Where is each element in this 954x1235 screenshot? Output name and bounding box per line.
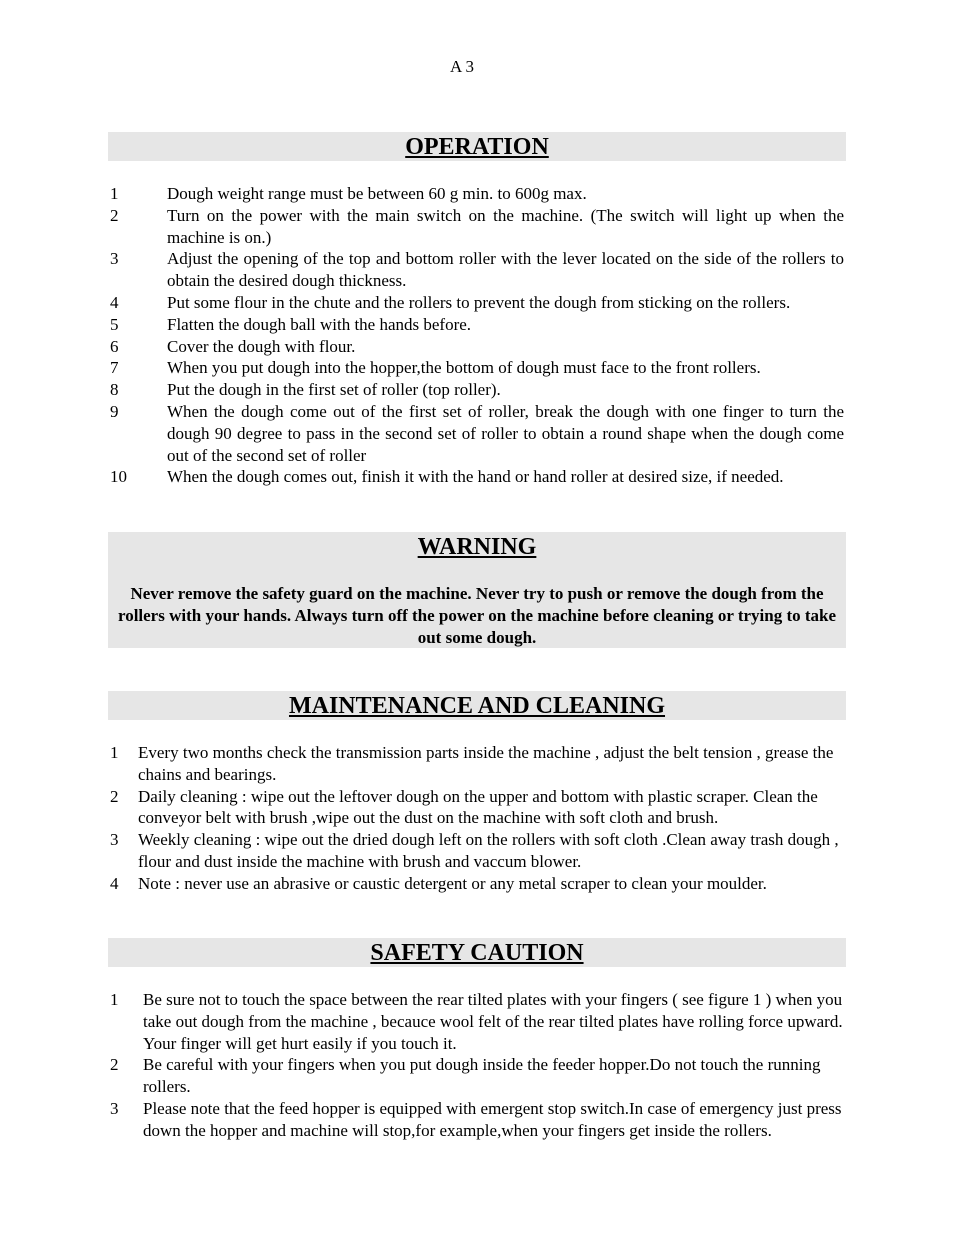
item-text: Put some flour in the chute and the rollers to prevent the dough from sticking on the rollers.: [167, 292, 791, 312]
item-number: 4: [110, 873, 119, 893]
list-item: [110, 205, 844, 249]
warning-title: WARNING: [417, 534, 537, 560]
item-text: Weekly cleaning : wipe out the dried dough left on the rollers with soft cloth .Clean away trash dough , flour and dust inside the machine with brush and vaccum blower.: [138, 830, 839, 871]
item-text: Flatten the dough ball with the hands before.: [167, 314, 472, 334]
operation-list: [110, 183, 844, 488]
maintenance-title: MAINTENANCE AND CLEANING: [288, 693, 666, 719]
item-number: 1: [110, 184, 119, 203]
item-number: 3: [110, 1098, 119, 1118]
item-number: 2: [110, 786, 119, 806]
item-number: 5: [110, 314, 119, 334]
item-text: Dough weight range must be between 60 g min. to 600g max.: [167, 184, 587, 203]
item-number: 9: [110, 401, 119, 421]
item-text: Please note that the feed hopper is equipped with emergent stop switch.In case of emergency just press down the hopper and machine will stop,for example,when your fingers get inside the rollers.: [143, 1098, 842, 1140]
list-item: [110, 336, 844, 358]
item-text: Daily cleaning : wipe out the leftover dough on the upper and bottom with plastic scraper. Clean the conveyor belt with brush ,wipe out the dust on the machine with soft cloth and brush.: [138, 786, 818, 828]
list-item: [110, 248, 844, 292]
list-item: [110, 873, 846, 895]
safety-list: [110, 989, 846, 1142]
item-text: Note : never use an abrasive or caustic detergent or any metal scraper to clean your moulder.: [138, 873, 767, 893]
list-item: [110, 314, 844, 336]
warning-text: Never remove the safety guard on the machine. Never try to push or remove the dough from the rollers with your hands. Always turn off the power on the machine before cleaning or trying to take out some dough.: [117, 584, 837, 647]
list-item: [110, 989, 846, 1054]
item-text: Turn on the power with the main switch on the machine. (The switch will light up when the machine is on.): [167, 205, 844, 247]
item-number: 3: [110, 830, 119, 850]
item-number: 7: [110, 358, 119, 378]
list-item: [110, 466, 844, 488]
item-number: 8: [110, 380, 119, 400]
item-number: 1: [110, 990, 119, 1009]
item-number: 10: [110, 467, 127, 487]
list-item: [110, 379, 844, 401]
list-item: [110, 1054, 846, 1098]
safety-header: [108, 938, 846, 967]
item-text: Be careful with your fingers when you put dough inside the feeder hopper.Do not touch the running rollers.: [143, 1055, 821, 1097]
list-item: [110, 183, 844, 205]
item-text: When the dough come out of the first set of roller, break the dough with one finger to turn the dough 90 degree to pass in the second set of roller to obtain a round shape when the dough come out of the second set of roller: [167, 401, 844, 465]
item-number: 2: [110, 1055, 119, 1075]
list-item: [110, 786, 846, 830]
safety-title: SAFETY CAUTION: [370, 940, 584, 966]
item-text: When you put dough into the hopper,the bottom of dough must face to the front rollers.: [167, 358, 761, 378]
operation-header: [108, 132, 846, 161]
item-text: When the dough comes out, finish it with the hand or hand roller at desired size, if needed.: [167, 467, 784, 487]
list-item: [110, 742, 846, 786]
list-item: [110, 1098, 846, 1142]
list-item: [110, 829, 846, 873]
list-item: [110, 357, 844, 379]
item-text: Be sure not to touch the space between the rear tilted plates with your fingers ( see figure 1 ) when you take out dough from the machine , becauce wool felt of the rear tilted plates have rolling force upward. Your finger will get hurt easily if you touch it.: [143, 990, 843, 1053]
page-number: A 3: [449, 57, 475, 76]
maintenance-list: [110, 742, 846, 895]
item-text: Adjust the opening of the top and bottom roller with the lever located on the side of the rollers to obtain the desired dough thickness.: [167, 249, 844, 291]
list-item: [110, 292, 844, 314]
list-item: [110, 401, 844, 466]
item-number: 3: [110, 249, 119, 269]
item-number: 4: [110, 292, 119, 312]
item-number: 6: [110, 336, 119, 356]
item-text: Put the dough in the first set of roller (top roller).: [167, 380, 501, 400]
maintenance-header: [108, 691, 846, 720]
item-text: Cover the dough with flour.: [167, 336, 356, 356]
item-number: 2: [110, 205, 119, 225]
operation-title: OPERATION: [405, 134, 549, 160]
item-number: 1: [110, 743, 119, 762]
item-text: Every two months check the transmission parts inside the machine , adjust the belt tension , grease the chains and bearings.: [138, 743, 834, 784]
